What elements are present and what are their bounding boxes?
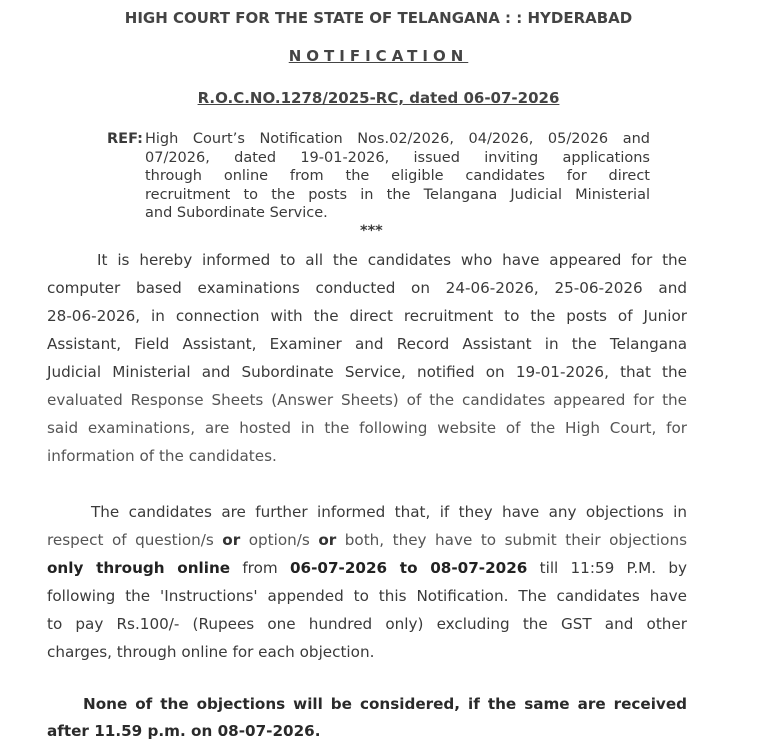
ref-line-5: and Subordinate Service. (145, 205, 328, 221)
para1-line-6: evaluated Response Sheets (Answer Sheets) of the candidates appeared for the (47, 391, 687, 409)
court-title: HIGH COURT FOR THE STATE OF TELANGANA : : HYDERABAD (124, 9, 633, 27)
para2-l2-text-e: both, they have to submit their objections (336, 531, 687, 549)
ref-label: REF: (107, 131, 143, 147)
ref-line-4: recruitment to the posts in the Telangana Judicial Ministerial (145, 186, 650, 203)
para1-line-2: computer based examinations conducted on 24-06-2026, 25-06-2026 and (47, 279, 687, 297)
para2-line-6: charges, through online for each objection. (47, 643, 375, 661)
para3-line-1: None of the objections will be considered, if the same are received (83, 695, 687, 713)
para2-only-online: only through online (47, 559, 231, 577)
ref-line-3: through online from the eligible candidates for direct (145, 168, 650, 184)
para2-line-4: following the 'Instructions' appended to this Notification. The candidates have (47, 587, 687, 605)
para2-l2-or-2: or (318, 531, 337, 549)
para1-line-3: 28-06-2026, in connection with the direct recruitment to the posts of Junior (47, 307, 687, 325)
roc-number: R.O.C.NO.1278/2025-RC, dated 06-07-2026 (197, 89, 560, 107)
para2-l2-text-c: option/s (240, 531, 319, 549)
para1-line-5: Judicial Ministerial and Subordinate Service, notified on 19-01-2026, that the (47, 363, 687, 381)
separator: *** (360, 223, 383, 239)
para2-l2-text-a: respect of question/s (47, 531, 223, 549)
para2-date-range: 06-07-2026 to 08-07-2026 (289, 559, 528, 577)
para1-line-7: said examinations, are hosted in the following website of the High Court, for (47, 419, 687, 437)
notification-heading: NOTIFICATION (288, 47, 469, 65)
para2-line-3 (47, 554, 687, 582)
para1-line-4: Assistant, Field Assistant, Examiner and Record Assistant in the Telangana (47, 335, 687, 353)
para2-l2-or-1: or (222, 531, 241, 549)
para2-l3-till: till 11:59 P.M. by (527, 559, 687, 577)
ref-line-2: 07/2026, dated 19-01-2026, issued inviting applications (145, 149, 650, 166)
para1-line-1: It is hereby informed to all the candidates who have appeared for the (97, 251, 687, 269)
para2-line-1: The candidates are further informed that, if they have any objections in (91, 503, 687, 521)
para1-line-8: information of the candidates. (47, 447, 277, 465)
para3-line-2: after 11.59 p.m. on 08-07-2026. (47, 722, 321, 740)
para2-line-2 (47, 526, 687, 554)
ref-line-1: High Court’s Notification Nos.02/2026, 04/2026, 05/2026 and (145, 131, 650, 147)
para2-l3-from: from (230, 559, 290, 577)
para2-line-5: to pay Rs.100/- (Rupees one hundred only) excluding the GST and other (47, 615, 687, 633)
